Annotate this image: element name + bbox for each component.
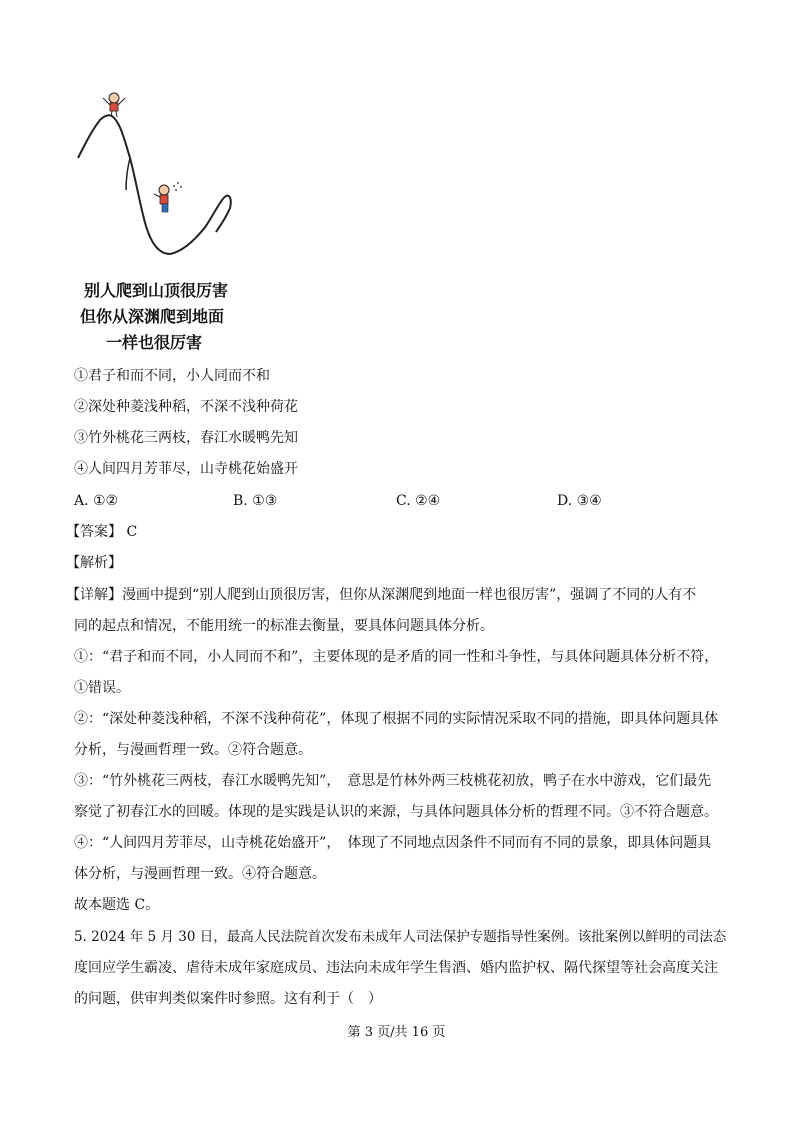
statement-4: ④人间四月芳菲尽，山寺桃花始盛开 (74, 461, 298, 477)
detail-line-6: 分析，与漫画哲理一致。②符合题意。 (74, 742, 312, 758)
detail-line-3: ①：“君子和而不同，小人同而不和”，主要体现的是矛盾的同一性和斗争性，与具体问题具体分析不符， (74, 649, 719, 665)
cartoon-drawing (70, 86, 250, 356)
detail-line-5: ②：“深处种菱浅种稻，不深不浅种荷花”，体现了根据不同的实际情况采取不同的措施，即具体问题具体 (74, 711, 719, 727)
top-figure (103, 93, 125, 117)
detail-line-9: ④：“人间四月芳菲尽，山寺桃花始盛开”， 体现了不同地点因条件不同而有不同的景象，即具体问题具 (74, 835, 712, 851)
page-footer: 第 3 页/共 16 页 (347, 1025, 446, 1040)
detail-line-2: 同的起点和情况，不能用统一的标准去衡量，要具体问题具体分析。 (74, 618, 494, 634)
detail-line-11: 故本题选 C。 (74, 897, 160, 913)
answer-label: 【答案】 (66, 524, 122, 540)
climbing-figure (154, 182, 182, 212)
option-c: C. ②④ (396, 493, 441, 509)
cartoon-caption-line-2: 但你从深渊爬到地面 (80, 307, 225, 326)
question-5-line-3: 的问题，供审判类似案件时参照。这有利于（ ） (74, 991, 382, 1007)
detail-line-7: ③：“竹外桃花三两枝，春江水暖鸭先知”， 意思是竹林外两三枝桃花初放，鸭子在水中游戏，它们最先 (74, 773, 712, 789)
cartoon-caption-line-1: 别人爬到山顶很厉害 (84, 281, 229, 300)
statement-1: ①君子和而不同，小人同而不和 (74, 368, 270, 384)
cartoon-illustration (70, 86, 250, 356)
question-5-line-1: 5. 2024 年 5 月 30 日，最高人民法院首次发布未成年人司法保护专题指导性案例。该批案例以鲜明的司法态 (74, 929, 727, 945)
answer-value: C (126, 524, 138, 540)
answer-line (66, 522, 137, 542)
option-b: B. ①③ (233, 493, 278, 509)
option-d: D. ③④ (557, 493, 602, 509)
cartoon-caption-line-3: 一样也很厉害 (106, 333, 203, 352)
detail-line-4: ①错误。 (74, 680, 130, 696)
statement-3: ③竹外桃花三两枝，春江水暖鸭先知 (74, 430, 298, 446)
option-a: A. ①② (74, 493, 119, 509)
mountain-line (78, 115, 231, 254)
detail-line-8: 察觉了初春江水的回暖。体现的是实践是认识的来源，与具体问题具体分析的哲理不同。③不符合题意。 (74, 804, 718, 820)
statement-2: ②深处种菱浅种稻，不深不浅种荷花 (74, 399, 298, 415)
abyss-line (126, 158, 130, 190)
detail-line-1: 【详解】漫画中提到“别人爬到山顶很厉害，但你从深渊爬到地面一样也很厉害”，强调了不同的人有不 (66, 587, 697, 603)
question-5-line-2: 度回应学生霸凌、虐待未成年家庭成员、违法向未成年学生售酒、婚内监护权、隔代探望等社会高度关注 (74, 960, 718, 976)
analysis-label: 【解析】 (66, 555, 122, 571)
detail-line-10: 体分析，与漫画哲理一致。④符合题意。 (74, 866, 326, 882)
